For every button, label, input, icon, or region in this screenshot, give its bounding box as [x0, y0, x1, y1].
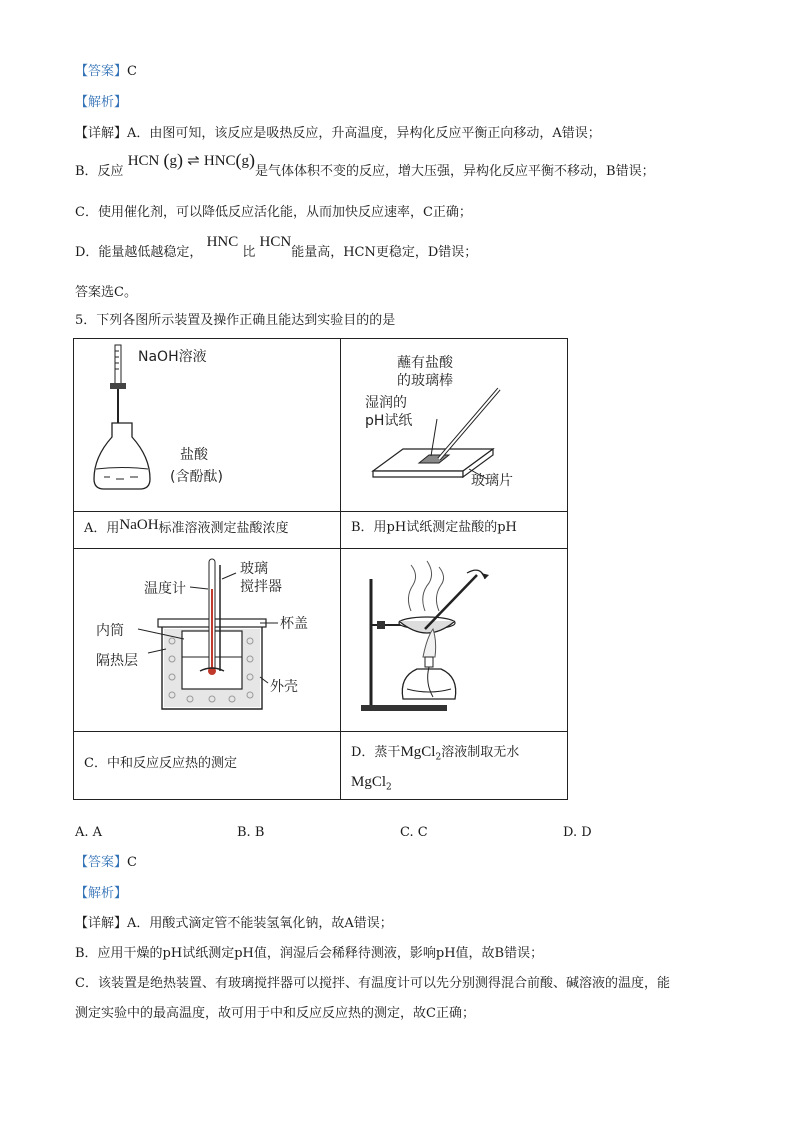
- formula-hnc: HNC: [203, 153, 236, 169]
- conclusion-line: [75, 283, 137, 303]
- formula-mgcl2: MgCl: [400, 744, 436, 760]
- pointer-line: [190, 587, 208, 589]
- burette-icon: [110, 345, 126, 423]
- glass-rod-icon: [425, 570, 489, 629]
- detail-line-a: [75, 124, 601, 144]
- figure-c-cell: [74, 549, 341, 732]
- calorimeter-figure: [74, 549, 340, 727]
- state-g: g: [169, 153, 178, 169]
- solution-c-part2: 测定实验中的最高温度，故可用于中和反应反应热的测定，故C正确；: [75, 1006, 475, 1021]
- paren-close: ): [249, 150, 256, 170]
- caption-c-cell: [74, 732, 341, 800]
- option-d: D. D: [563, 825, 592, 840]
- pointer-line: [222, 573, 236, 579]
- label-stirrer-line2: 搅拌器: [240, 579, 282, 595]
- ph-paper-figure: [341, 339, 567, 507]
- explanation-d-suffix: 能量高，HCN更稳定，D错误；: [291, 245, 478, 260]
- label-rod-line2: 的玻璃棒: [397, 373, 453, 389]
- caption-d-cell: [341, 732, 568, 800]
- option-b: B. B: [237, 825, 265, 840]
- answer-tag: 【答案】: [75, 855, 128, 870]
- answer-value: C: [127, 855, 137, 870]
- answer-value: C: [127, 64, 137, 79]
- figure-b-cell: [341, 339, 568, 512]
- label-wet-line1: 湿润的: [365, 395, 407, 411]
- label-phenolphthalein: (含酚酞): [170, 469, 223, 485]
- label-hydrochloric-acid: 盐酸: [180, 447, 208, 463]
- caption-c: C．中和反应反应热的测定: [84, 756, 237, 771]
- solution-a: A．用酸式滴定管不能装氢氧化钠，故A错误；: [127, 916, 393, 931]
- pointer-line: [148, 649, 166, 653]
- detail-line-c: [75, 203, 472, 223]
- label-glass-slide: 玻璃片: [471, 473, 513, 489]
- explanation-b-prefix: B．反应: [75, 164, 124, 179]
- conclusion: 答案选C。: [75, 285, 137, 300]
- solution-line-b: [75, 944, 543, 964]
- analysis-heading: [75, 884, 127, 904]
- analysis-tag: 【解析】: [75, 95, 128, 110]
- label-outer-shell: 外壳: [270, 679, 298, 695]
- pointer-line: [260, 677, 268, 683]
- analysis-tag: 【解析】: [75, 886, 128, 901]
- detail-tag: 【详解】: [75, 916, 128, 931]
- subscript-2: 2: [435, 752, 442, 763]
- solution-b: B．应用干燥的pH试纸测定pH值，润湿后会稀释待测液，影响pH值，故B错误；: [75, 946, 544, 961]
- subscript-2: 2: [386, 782, 392, 793]
- label-rod-line1: 蘸有盐酸: [397, 355, 453, 371]
- thermometer-icon: [208, 559, 216, 675]
- detail-tag: 【详解】: [75, 126, 128, 141]
- figure-d-cell: [341, 549, 568, 732]
- solution-line-c2: [75, 1004, 475, 1024]
- label-cup-lid: 杯盖: [280, 616, 308, 632]
- explanation-d-prefix: D．能量越低越稳定，: [75, 245, 203, 260]
- state-g: g: [241, 153, 250, 169]
- titration-figure: [74, 339, 340, 507]
- label-inner-cup: 内筒: [96, 623, 124, 639]
- answer-line-q4: [75, 62, 137, 82]
- formula-naoh: NaOH: [119, 517, 159, 533]
- equilibrium-arrow-icon: ⇌: [187, 153, 200, 169]
- alcohol-lamp-icon: [402, 629, 455, 699]
- detail-line-b: [75, 150, 655, 182]
- explanation-b-suffix: 是气体体积不变的反应，增大压强，异构化反应平衡不移动，B错误；: [255, 164, 655, 179]
- question-stem: 5．下列各图所示装置及操作正确且能达到实验目的的是: [75, 313, 396, 328]
- solution-line-a: [75, 914, 393, 934]
- caption-a-suffix: 标准溶液测定盐酸浓度: [158, 521, 289, 536]
- detail-line-d: [75, 234, 478, 263]
- question-5-stem: [75, 311, 395, 331]
- solution-line-c1: [75, 974, 670, 994]
- solution-c-part1: C．该装置是绝热装置、有玻璃搅拌器可以搅拌、有温度计可以先分别测得混合前酸、碱溶液的温度，能: [75, 976, 670, 991]
- paren-close: ): [177, 150, 184, 170]
- analysis-heading: [75, 93, 127, 113]
- caption-b: B．用pH试纸测定盐酸的pH: [351, 520, 517, 535]
- formula-hcn: HCN: [259, 234, 292, 250]
- formula-mgcl2: MgCl: [351, 773, 387, 790]
- answer-tag: 【答案】: [75, 64, 128, 79]
- caption-d-prefix: D．蒸干: [351, 745, 401, 760]
- option-c: C. C: [400, 825, 428, 840]
- label-wet-line2: pH试纸: [365, 413, 413, 429]
- label-naoh-solution: NaOH溶液: [138, 349, 207, 365]
- steam-icon: [408, 561, 443, 611]
- conical-flask-icon: [94, 423, 150, 489]
- figure-a-cell: [74, 339, 341, 512]
- label-stirrer-line1: 玻璃: [240, 561, 268, 577]
- formula-hnc: HNC: [206, 234, 239, 250]
- explanation-a: A．由图可知，该反应是吸热反应，升高温度，异构化反应平衡正向移动，A错误；: [127, 126, 601, 141]
- caption-b-cell: [341, 512, 568, 549]
- figure-table: [73, 338, 568, 800]
- label-insulation: 隔热层: [96, 653, 138, 669]
- paren-open: (: [163, 150, 170, 170]
- formula-hcn: HCN: [127, 153, 160, 169]
- caption-d-suffix: 溶液制取无水: [441, 745, 520, 760]
- answer-line-q5: [75, 853, 137, 873]
- label-thermometer: 温度计: [144, 581, 186, 597]
- caption-d: [341, 732, 567, 799]
- explanation-c: C．使用催化剂，可以降低反应活化能，从而加快反应速率，C正确；: [75, 205, 472, 220]
- caption-a-prefix: A．用: [84, 521, 120, 536]
- option-a: A. A: [75, 825, 103, 840]
- caption-a-cell: [74, 512, 341, 549]
- caption-a: [74, 512, 340, 539]
- paren-open: (: [235, 150, 242, 170]
- comparison-word: 比: [242, 245, 256, 260]
- evaporation-figure: [341, 549, 567, 727]
